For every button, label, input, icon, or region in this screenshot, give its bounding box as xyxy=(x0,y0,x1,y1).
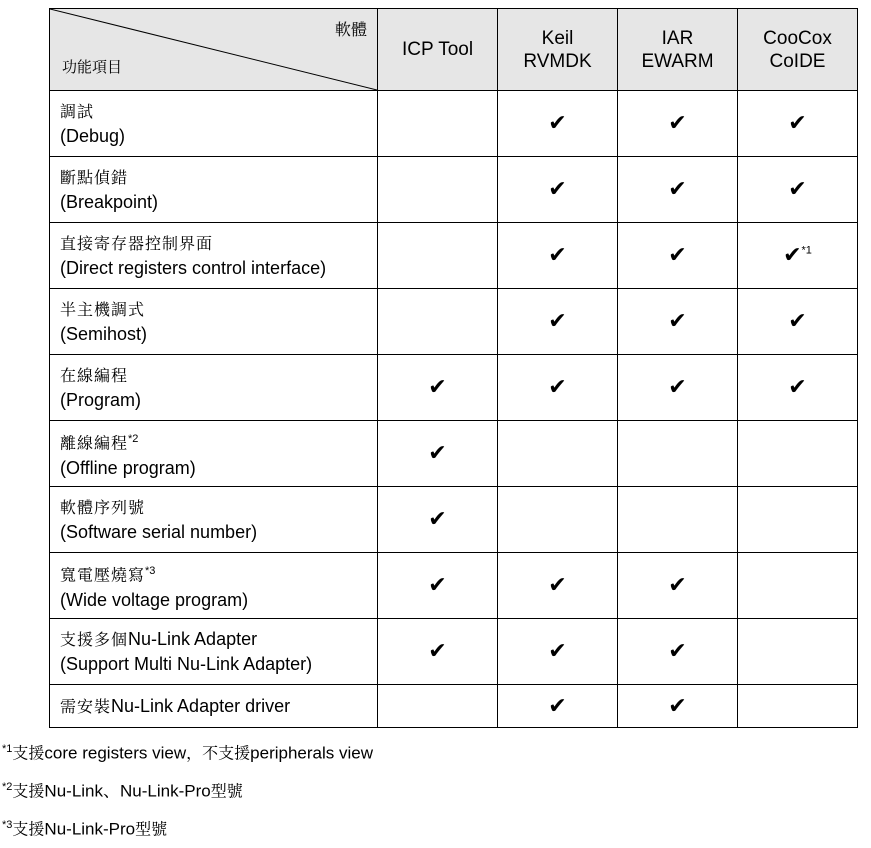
check-mark-icon: ✔ xyxy=(548,693,567,719)
feature-name-en: (Semihost) xyxy=(60,323,148,344)
check-mark-icon: ✔ xyxy=(668,111,687,136)
check-cell-iar xyxy=(618,223,738,289)
feature-cell xyxy=(50,421,378,487)
check-cell-iar xyxy=(618,685,738,728)
check-cell-icp-tool xyxy=(378,91,498,157)
feature-name-zh: 寬電壓燒寫 xyxy=(60,565,146,585)
check-cell-coocox xyxy=(738,355,858,421)
check-cell-icp-tool xyxy=(378,487,498,553)
check-mark-icon: ✔ xyxy=(668,243,687,268)
footnote-3: $^{*3}$支援Nu-Link-Pro型號 xyxy=(2,819,168,839)
check-cell-keil xyxy=(498,91,618,157)
check-cell-coocox xyxy=(738,223,858,289)
footnotes xyxy=(2,734,373,848)
footnote-2: $^{*2}$支援Nu-Link、Nu-Link-Pro型號 xyxy=(2,781,243,801)
corner-header-cell xyxy=(50,9,378,91)
check-mark-icon: ✔ xyxy=(428,441,447,466)
feature-comparison-table xyxy=(49,8,858,728)
footnote-text: core registers view xyxy=(44,743,187,763)
check-mark-icon: ✔ xyxy=(548,639,567,664)
column-header-line2: EWARM xyxy=(641,50,714,72)
check-cell-icp-tool xyxy=(378,223,498,289)
table-row-offline-program xyxy=(50,421,858,487)
check-mark-icon: ✔ xyxy=(788,111,807,136)
footnote-text: peripherals view xyxy=(250,743,373,763)
feature-cell xyxy=(50,685,378,728)
check-cell-keil xyxy=(498,487,618,553)
check-mark-icon: ✔ xyxy=(788,177,807,202)
footnote-text: Nu-Link、Nu-Link-Pro xyxy=(44,781,211,801)
feature-name-zh: 在線編程 xyxy=(60,365,129,385)
check-cell-icp-tool xyxy=(378,355,498,421)
check-cell-iar xyxy=(618,157,738,223)
footnote-mark: 3 xyxy=(6,819,13,831)
check-mark-icon: ✔ xyxy=(548,375,567,400)
check-mark-icon: ✔ xyxy=(428,639,447,664)
check-cell-coocox xyxy=(738,157,858,223)
feature-name-en: (Program) xyxy=(60,389,142,410)
column-header-keil xyxy=(498,9,618,91)
footnote-mark: 2 xyxy=(6,781,13,793)
check-mark-icon: ✔ xyxy=(668,639,687,664)
check-cell-iar xyxy=(618,355,738,421)
check-mark-icon: ✔ xyxy=(548,177,567,202)
check-cell-icp-tool xyxy=(378,157,498,223)
check-mark-icon: ✔ xyxy=(668,177,687,202)
check-mark-icon: ✔ xyxy=(788,375,807,400)
feature-name-zh: 支援多個 xyxy=(60,630,129,649)
feature-name-en: (Offline program) xyxy=(60,457,196,478)
feature-name-en: (Software serial number) xyxy=(60,521,258,542)
feature-cell xyxy=(50,619,378,685)
check-mark-icon: ✔ xyxy=(428,375,447,400)
check-cell-coocox xyxy=(738,553,858,619)
table-row-wide-voltage xyxy=(50,553,858,619)
footnote-ref: *1 xyxy=(801,244,812,257)
feature-cell xyxy=(50,289,378,355)
feature-name-zh: 直接寄存器控制界面 xyxy=(60,233,214,253)
check-cell-keil xyxy=(498,421,618,487)
table-row-multi-adapter xyxy=(50,619,858,685)
footnote-ref: *2 xyxy=(128,433,139,446)
footnote-mark: 1 xyxy=(6,743,13,755)
check-cell-iar xyxy=(618,421,738,487)
check-cell-icp-tool xyxy=(378,553,498,619)
feature-name-zh: 軟體序列號 xyxy=(60,497,146,517)
corner-diagonal-line xyxy=(50,9,377,90)
check-mark-icon: ✔ xyxy=(428,507,447,532)
table-row-program xyxy=(50,355,858,421)
corner-software-label: 軟體 xyxy=(334,20,367,39)
check-cell-iar xyxy=(618,91,738,157)
feature-cell xyxy=(50,223,378,289)
check-cell-coocox xyxy=(738,487,858,553)
column-header-coocox xyxy=(738,9,858,91)
feature-name-zh-en: Nu-Link Adapter driver xyxy=(111,695,291,716)
feature-cell xyxy=(50,355,378,421)
footnote-text: 支援 xyxy=(12,819,45,839)
feature-cell xyxy=(50,91,378,157)
check-cell-iar xyxy=(618,553,738,619)
feature-name-zh: 半主機調式 xyxy=(60,299,146,319)
check-cell-keil xyxy=(498,157,618,223)
column-header-line1: IAR xyxy=(661,27,694,49)
feature-name-zh: 調試 xyxy=(60,101,95,121)
column-header-line1: Keil xyxy=(541,27,574,49)
check-mark-icon: ✔ xyxy=(548,243,567,268)
footnote-text: 支援 xyxy=(12,781,45,801)
feature-name-en: (Support Multi Nu-Link Adapter) xyxy=(60,654,313,674)
footnote-ref: *3 xyxy=(145,565,156,578)
check-cell-coocox xyxy=(738,289,858,355)
footnote-1: $^{*1}$支援core registers view，不支援peripherals view xyxy=(2,743,373,763)
check-cell-keil xyxy=(498,289,618,355)
footnote-text: ，不支援 xyxy=(186,743,251,763)
footnote-text: Nu-Link-Pro xyxy=(44,819,136,839)
feature-name-zh: 需安裝 xyxy=(60,696,112,716)
feature-name-en: (Direct registers control interface) xyxy=(60,257,327,278)
check-cell-keil xyxy=(498,355,618,421)
column-header-iar xyxy=(618,9,738,91)
column-header-line1: CooCox xyxy=(763,27,832,49)
table-row-semihost xyxy=(50,289,858,355)
check-cell-coocox xyxy=(738,421,858,487)
check-mark-icon: ✔ xyxy=(783,243,802,268)
check-mark-icon: ✔ xyxy=(788,309,807,334)
table-row-adapter-driver xyxy=(50,685,858,728)
check-mark-icon: ✔ xyxy=(428,573,447,598)
footnote-text: 型號 xyxy=(135,819,168,839)
feature-name-en: (Breakpoint) xyxy=(60,191,159,212)
feature-name-zh: 斷點偵錯 xyxy=(60,167,129,187)
feature-name-zh-en: Nu-Link Adapter xyxy=(128,629,258,649)
check-mark-icon: ✔ xyxy=(668,693,687,719)
check-cell-icp-tool xyxy=(378,619,498,685)
feature-cell xyxy=(50,157,378,223)
column-header-line2: CoIDE xyxy=(769,50,826,72)
column-header-line1: ICP Tool xyxy=(401,39,474,60)
feature-cell xyxy=(50,553,378,619)
header-row xyxy=(50,9,858,91)
check-cell-iar xyxy=(618,619,738,685)
check-mark-icon: ✔ xyxy=(548,111,567,136)
check-cell-keil xyxy=(498,685,618,728)
footnote-text: 型號 xyxy=(210,781,243,801)
column-header-icp-tool xyxy=(378,9,498,91)
feature-name-zh: 離線編程 xyxy=(60,433,129,453)
check-cell-coocox xyxy=(738,619,858,685)
check-mark-icon: ✔ xyxy=(548,573,567,598)
check-cell-icp-tool xyxy=(378,685,498,728)
check-cell-keil xyxy=(498,619,618,685)
check-cell-icp-tool xyxy=(378,421,498,487)
column-header-line2: RVMDK xyxy=(523,50,592,72)
table-row-breakpoint xyxy=(50,157,858,223)
check-cell-iar xyxy=(618,487,738,553)
table-row-direct-registers xyxy=(50,223,858,289)
table-row-debug xyxy=(50,91,858,157)
check-cell-iar xyxy=(618,289,738,355)
check-cell-keil xyxy=(498,223,618,289)
check-cell-coocox xyxy=(738,685,858,728)
check-cell-coocox xyxy=(738,91,858,157)
feature-name-en: (Wide voltage program) xyxy=(60,589,249,610)
footnote-text: 支援 xyxy=(12,743,45,763)
check-cell-keil xyxy=(498,553,618,619)
check-mark-icon: ✔ xyxy=(668,309,687,334)
feature-cell xyxy=(50,487,378,553)
corner-feature-label: 功能項目 xyxy=(62,58,123,76)
check-mark-icon: ✔ xyxy=(668,375,687,400)
check-mark-icon: ✔ xyxy=(668,573,687,598)
feature-name-en: (Debug) xyxy=(60,125,126,146)
check-cell-icp-tool xyxy=(378,289,498,355)
table-row-serial-number xyxy=(50,487,858,553)
check-mark-icon: ✔ xyxy=(548,309,567,334)
